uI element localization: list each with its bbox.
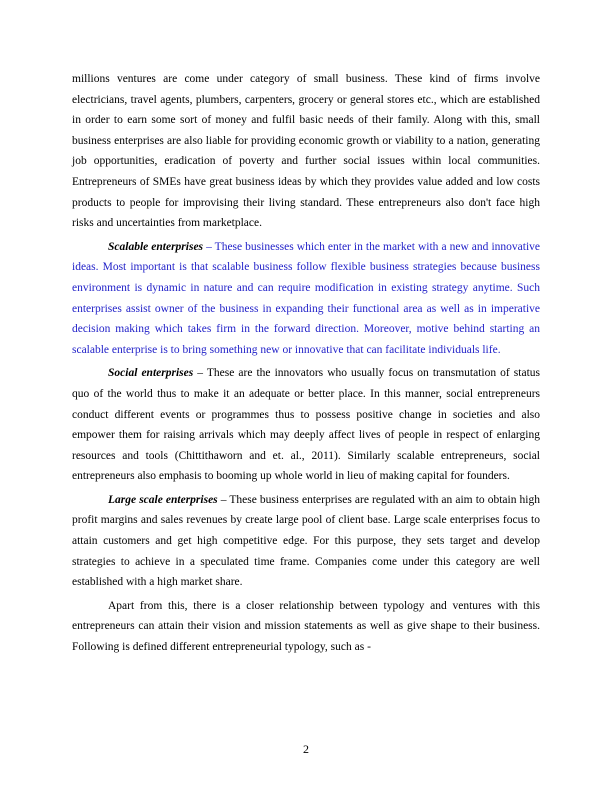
paragraph-text: millions ventures are come under category of small business. These kind of firms involve electricians, travel agents, plumbers, carpenters, grocery or general stores etc., which are established in order to earn some sort of money and fulfil basic needs of their family. Along with this, small business enterprises are also liable for providing economic growth or viability to a nation, generating job opportunities, eradication of poverty and further social issues within local communities. Entrepreneurs of SMEs have great business ideas by which they provides value added and low costs products to people for improvising their living standard. These entrepreneurs also don't face high risks and uncertainties from marketplace.	[72, 73, 540, 230]
paragraph-heading: Scalable enterprises	[108, 240, 204, 253]
paragraph-large-scale-enterprises	[72, 490, 540, 593]
paragraph-typology	[72, 596, 540, 658]
paragraph-social-enterprises	[72, 363, 540, 487]
page-number: 2	[303, 742, 309, 756]
paragraph-small-business	[72, 69, 540, 234]
paragraph-heading: Large scale enterprises	[108, 493, 218, 506]
paragraph-text: Apart from this, there is a closer relationship between typology and ventures with this entrepreneurs can attain their vision and mission statements as well as give shape to their business. Following is defined different entrepreneurial typology, such as -	[72, 599, 540, 654]
paragraph-text: – These are the innovators who usually focus on transmutation of status quo of the world thus to make it an adequate or better place. In this manner, social entrepreneurs conduct different events or programmes thus to possess positive change in societies and also empower them for raising arrivals which may deeply affect lives of people in respect of enlarging resources and tools (Chittithaworn and et. al., 2011). Similarly scalable entrepreneurs, social entrepreneurs also emphasis to booming up whole world in lieu of making capital for founders.	[72, 367, 540, 483]
document-body	[72, 69, 540, 661]
paragraph-text: – These business enterprises are regulated with an aim to obtain high profit margins and sales revenues by create large pool of client base. Large scale enterprises focus to attain customers and get high competitive edge. For this purpose, they sets target and develop strategies to achieve in a speculated time frame. Companies come under this category are well established with a high market share.	[72, 493, 541, 589]
paragraph-text: – These businesses which enter in the market with a new and innovative ideas. Most important is that scalable business follow flexible business strategies because business environment is dynamic in nature and can require modification in existing strategy anytime. Such enterprises assist owner of the business in expanding their functional area as well as in imperative decision making which takes firm in the forward direction. Moreover, motive behind starting an scalable enterprise is to bring something new or innovative that can facilitate individuals life.	[72, 240, 540, 356]
paragraph-heading: Social enterprises	[108, 367, 194, 380]
paragraph-scalable-enterprises	[72, 237, 540, 361]
